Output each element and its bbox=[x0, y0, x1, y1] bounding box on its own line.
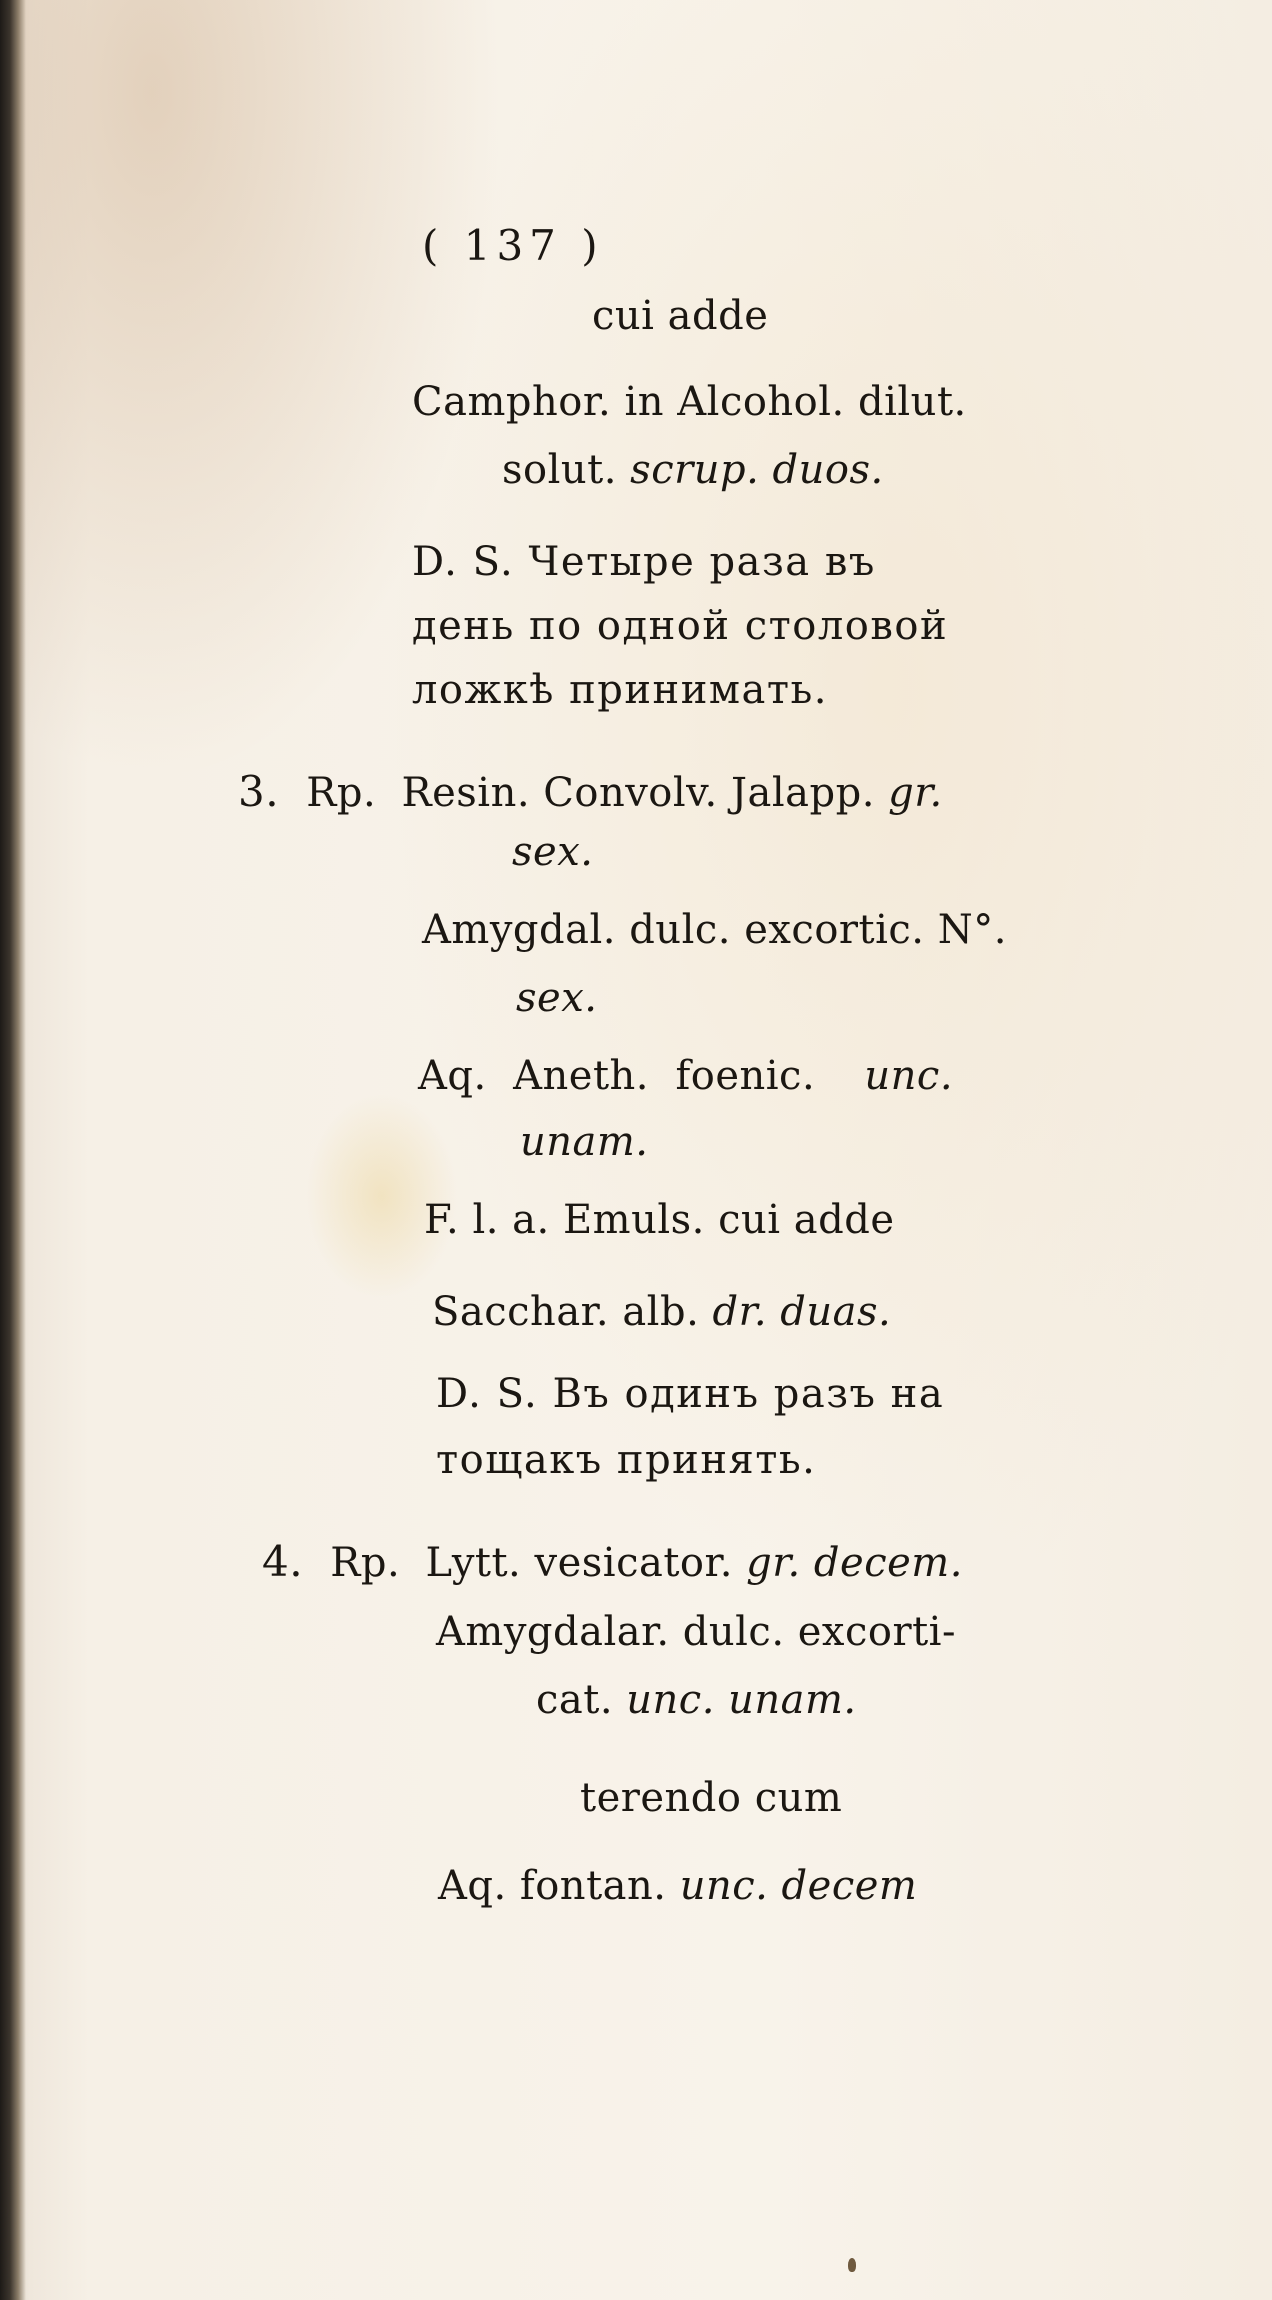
page-number: ( 137 ) bbox=[422, 221, 604, 270]
text-scrup-duos: scrup. duos. bbox=[630, 447, 884, 493]
recipe-3-line bbox=[238, 768, 943, 817]
text-dr-duas: dr. duas. bbox=[712, 1289, 892, 1335]
text-line-sex-1: sex. bbox=[512, 829, 594, 875]
text-line-lozhke: ложкѣ принимать. bbox=[412, 667, 828, 713]
text-line-sex-2: sex. bbox=[516, 975, 598, 1021]
text-unc: unc. bbox=[864, 1053, 954, 1099]
text-line-aq-aneth bbox=[418, 1052, 953, 1100]
text-line-unam: unam. bbox=[520, 1119, 649, 1165]
recipe-rp-3: Rp. bbox=[306, 770, 377, 816]
text-line-ds-odin: D. S. Въ одинъ разъ на bbox=[436, 1371, 945, 1417]
text-unc-decem: unc. decem bbox=[679, 1863, 918, 1909]
text-aq-aneth-foenic: Aq. Aneth. foenic. bbox=[418, 1053, 816, 1099]
text-line-cui-adde: cui adde bbox=[592, 293, 769, 339]
text-line-toshchak: тощакъ принять. bbox=[436, 1437, 817, 1483]
text-line-den: день по одной столовой bbox=[412, 603, 949, 649]
text-aq-fontan: Aq. fontan. bbox=[438, 1863, 667, 1909]
book-spine-shadow bbox=[0, 0, 26, 2300]
text-line-amygdalar: Amygdalar. dulc. excorti- bbox=[436, 1609, 956, 1655]
text-line-sacchar bbox=[432, 1288, 891, 1336]
text-line-terendo: terendo cum bbox=[580, 1775, 843, 1821]
text-line-aq-fontan bbox=[438, 1862, 917, 1910]
recipe-number-4: 4. bbox=[262, 1537, 304, 1586]
text-line-emuls: F. l. a. Emuls. cui adde bbox=[424, 1197, 895, 1243]
text-line-ds-chetyre: D. S. Четыре раза въ bbox=[412, 539, 876, 585]
recipe-rp-4: Rp. bbox=[330, 1540, 401, 1586]
text-gr-decem: gr. decem. bbox=[746, 1540, 963, 1586]
recipe-4-line bbox=[262, 1538, 963, 1587]
text-line-cat bbox=[536, 1676, 857, 1724]
text-gr: gr. bbox=[888, 770, 943, 816]
text-line-solut bbox=[502, 446, 884, 494]
text-line-camphor: Camphor. in Alcohol. dilut. bbox=[412, 379, 967, 425]
recipe-number-3: 3. bbox=[238, 767, 280, 816]
text-cat: cat. bbox=[536, 1677, 614, 1723]
text-sacchar-alb: Sacchar. alb. bbox=[432, 1289, 700, 1335]
text-solut: solut. bbox=[502, 447, 617, 493]
text-line-amygdal: Amygdal. dulc. excortic. N°. bbox=[422, 907, 1007, 953]
text-resin: Resin. Convolv. Jalapp. bbox=[401, 770, 875, 816]
text-unc-unam: unc. unam. bbox=[626, 1677, 857, 1723]
text-lytt: Lytt. vesicator. bbox=[425, 1540, 733, 1586]
ink-speck bbox=[848, 2258, 856, 2272]
